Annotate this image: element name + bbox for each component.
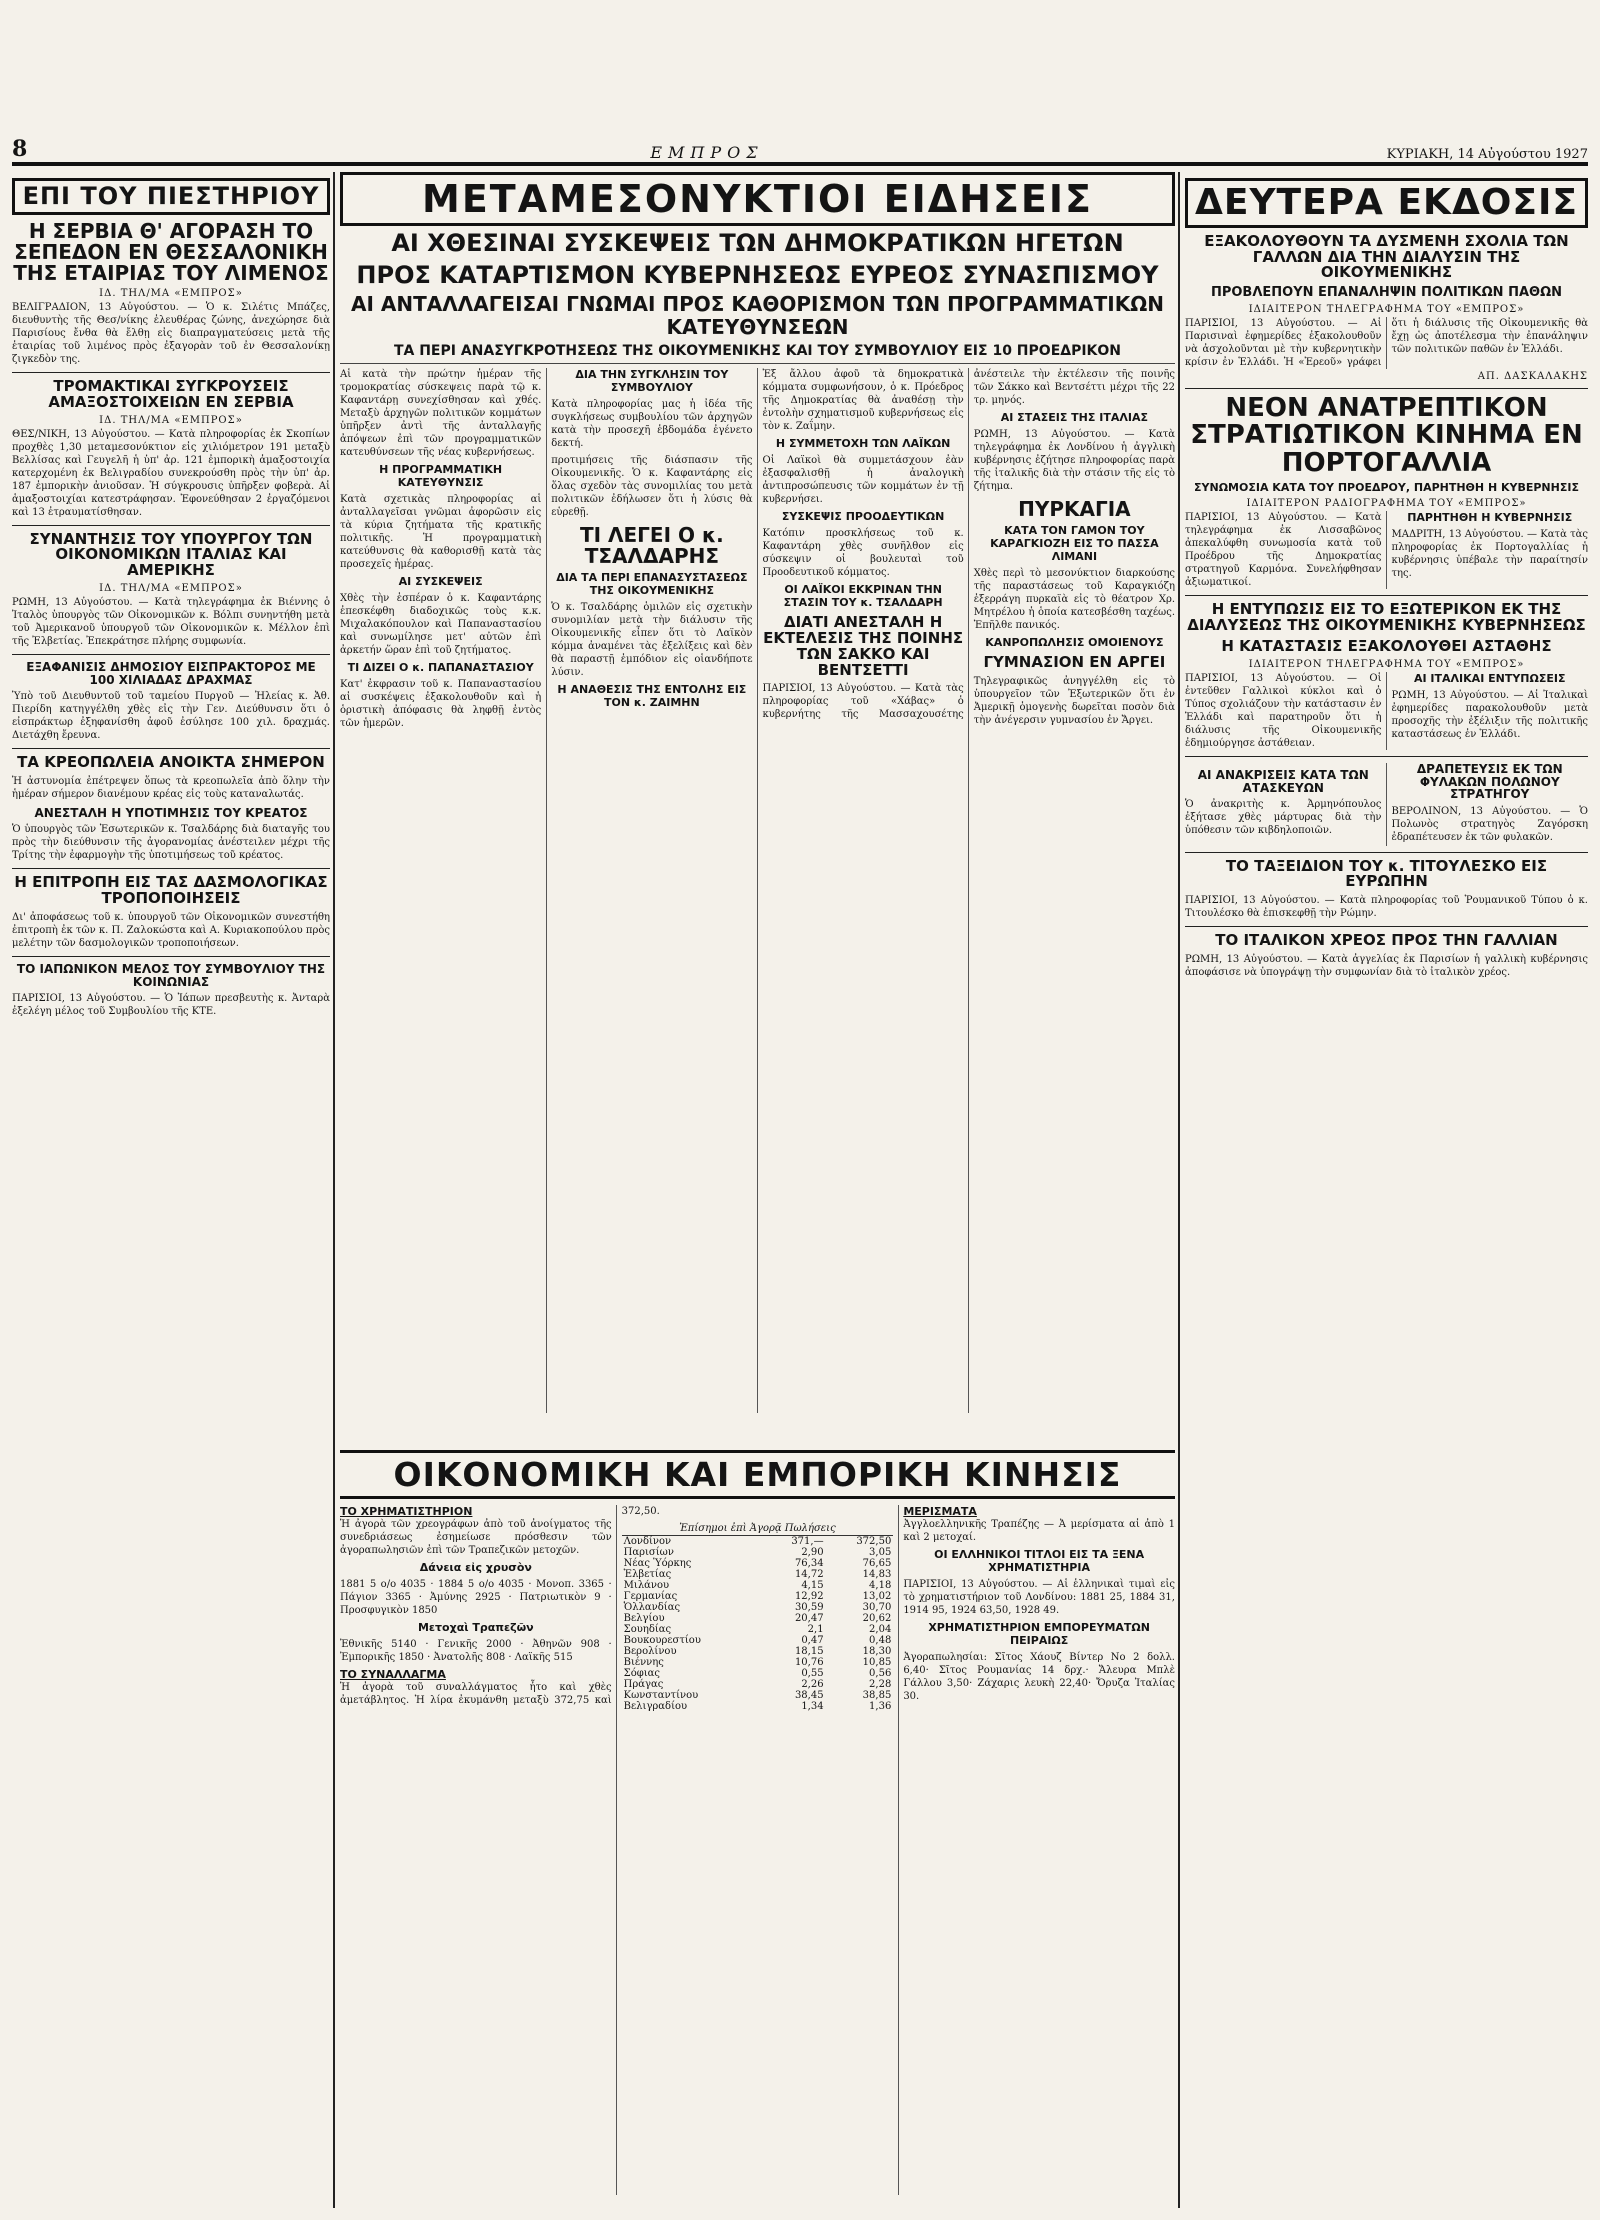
rate-value: 2,90 <box>801 1547 824 1558</box>
article-text: ΡΩΜΗ, 13 Αὐγούστου. — Κατὰ τηλεγράφημα ἐκ Λονδίνου ἡ ἀγγλικὴ κυβέρνησις ἐζήτησε πληροφορίας παρὰ τῆς ἰταλικῆς διὰ τὴν στάσιν τῆς εἰς τὸ ζήτημα. <box>973 429 1175 493</box>
table-row <box>622 1613 894 1624</box>
article-text: Ἐξ ἄλλου ἀφοῦ τὰ δημοκρατικὰ κόμματα συμφωνήσουν, ὁ κ. Πρόεδρος τῆς Δημοκρατίας θὰ ἀναθέσῃ τὴν ἐντολὴν σχηματισμοῦ κυβερνήσεως εἰς τὸν κ. Ζαΐμην. <box>762 369 964 433</box>
article-text: ΡΩΜΗ, 13 Αὐγούστου. — Αἱ Ἰταλικαὶ ἐφημερίδες παρακολουθοῦν μετὰ προσοχῆς τὴν ἐξέλιξιν τῆς πολιτικῆς καταστάσεως ἐν Ἑλλάδι. <box>1391 690 1588 741</box>
table-row <box>622 1690 894 1701</box>
section-banner: ΟΙΚΟΝΟΜΙΚΗ ΚΑΙ ΕΜΠΟΡΙΚΗ ΚΙΝΗΣΙΣ <box>340 1450 1175 1499</box>
article-subheadline: ΔΙΑ ΤΗΝ ΣΥΓΚΛΗΣΙΝ ΤΟΥ ΣΥΜΒΟΥΛΙΟΥ <box>575 368 729 395</box>
table-row <box>622 1624 894 1635</box>
currency-name: Λονδίνον <box>623 1536 672 1547</box>
article-subheadline: Η ΚΑΤΑΣΤΑΣΙΣ ΕΞΑΚΟΛΟΥΘΕΙ ΑΣΤΑΘΗΣ <box>1221 637 1552 656</box>
rate-value: 30,59 <box>794 1602 824 1613</box>
lead-article-body <box>340 368 1175 1413</box>
article-text: Δι' ἀποφάσεως τοῦ κ. ὑπουργοῦ τῶν Οἰκονομικῶν συνεστήθη ἐπιτροπὴ ἐκ τῶν κ. Π. Ζαλοκώστα καὶ Α. Κυριακοπούλου πρὸς μελέτην τῶν δασμολογικῶν τροποποιήσεων. <box>12 911 330 949</box>
article-text: ΒΕΛΙΓΡΑΔΙΟΝ, 13 Αὐγούστου. — Ὁ κ. Σιλέτις Μπάζες, διευθυντὴς τῆς Θεσ/νίκης ἐλευθέρας ζώνης, ἀνεχώρησε διὰ Παρισίους ἔνθα θὰ ἔλθῃ εἰς διαπραγματεύσεις μετὰ τῆς ἑταιρίας τοῦ λιμένος πρὸς ἐξαγορὰν τοῦ ἐν Θεσσαλονίκῃ ζιγκεδὸν της. <box>12 302 330 366</box>
currency-name: Μιλάνου <box>623 1580 670 1591</box>
rate-value: 38,85 <box>862 1690 892 1701</box>
rate-value: 2,1 <box>807 1624 824 1635</box>
article-text: προτιμήσεις τῆς διάσπασιν τῆς Οἰκουμενικῆς. Ὁ κ. Καφαντάρης εἰς ὅλας σχεδὸν τὰς συνομιλίας του μετὰ πολιτικῶν ἐδήλωσεν ὅτι ἡ λύσις θὰ εὑρεθῇ. <box>551 455 753 519</box>
article-text: Ὁ ἀνακριτὴς κ. Ἀρμηνόπουλος ἐξήτασε χθὲς μάρτυρας διὰ τὴν ὑπόθεσιν τῶν κιβδηλοποιῶν. <box>1185 799 1382 837</box>
article-text: Ἐθνικῆς 5140 · Γενικῆς 2000 · Ἀθηνῶν 908 · Ἐμπορικῆς 1850 · Ἀνατολῆς 808 · Λαϊκῆς 515 <box>340 1639 612 1663</box>
article-text: ΘΕΣ/ΝΙΚΗ, 13 Αὐγούστου. — Κατὰ πληροφορίας ἐκ Σκοπίων προχθὲς 1,30 μεταμεσονύκτιον εἰς χιλιόμετρον 191 μεταξὺ Βελλίσας καὶ Γευγελῆ ἡ ὑπ' ἀρ. 121 ἐμπορικὴ ἁμαξοστοιχία κατερχομένη ἐκ Βελιγραδίου συνεκρούσθη πρὸς τὴν ὑπ' ἀρ. 187 ἐμπορικὴν ἀνιοῦσαν. Ἡ σύγκρουσις ὑπῆρξεν φοβερὰ. Αἱ ἁμαξοστοιχίαι κατεστράφησαν. Ἐφονεύθησαν 2 ἐργαζόμενοι καὶ 13 ἐτραυματίσθησαν. <box>12 428 330 518</box>
article-text: Χθὲς τὴν ἑσπέραν ὁ κ. Καφαντάρης ἐπεσκέφθη διαδοχικῶς τοὺς κ.κ. Μιχαλακόπουλον καὶ Παπαναστασίου καὶ συνωμίλησε μετ' αὐτῶν ἐπὶ ἀρκετήν ὥραν ἐπὶ τοῦ ζητήματος. <box>340 593 542 657</box>
table-row <box>622 1701 894 1712</box>
section-title: ΕΠΙ ΤΟΥ ΠΙΕΣΤΗΡΙΟΥ <box>12 178 330 215</box>
article-text: Αἱ κατὰ τὴν πρώτην ἡμέραν τῆς τρομοκρατίας σύσκεψεις παρὰ τῷ κ. Καφαντάρῃ συνεχίσθησαν καὶ χθές. Μεταξὺ ἀρχηγῶν πολιτικῶν κομμάτων ὑπῆρξεν ἀντὶ τῆς ἀνταλλαγῆς ἀπόψεων ἐπὶ τῶν προγραμματικῶν κατευθύνσεων τῆς νέας κυβερνήσεως. <box>340 369 542 459</box>
currency-name: Σόφιας <box>623 1668 661 1679</box>
article-text: ΠΑΡΙΣΙΟΙ, 13 Αὐγούστου. — Κατὰ τὰς πληροφορίας τοῦ «Χάβας» ὁ κυβερνήτης τῆς Μασσαχουσέτης ἀνέστειλε τὴν ἐκτέλεσιν τῆς ποινῆς τῶν Σάκκο καὶ Βεντσέττι μέχρι τῆς 22 τρ. μηνός. <box>762 369 1175 721</box>
article-text: ΠΑΡΙΣΙΟΙ, 13 Αὐγούστου. — Αἱ Παρισιναὶ ἐφημερίδες ἐξακολουθοῦν νὰ ἀσχολοῦνται μὲ τὴν κυβερνητικὴν κρίσιν ἐν Ἑλλάδι. Ἡ «Ἐρεοῦ» γράφει ὅτι ἡ διάλυσις τῆς Οἰκουμενικῆς θὰ ἔχῃ ὡς ἀποτέλεσμα τὴν ἐπανάληψιν τῶν πολιτικῶν παθῶν ἐν Ἑλλάδι. <box>1185 318 1588 369</box>
article-text: 1881 5 ο/ο 4035 · 1884 5 ο/ο 4035 · Μονοπ. 3365 · Πάγιον 3365 · Ἀμύνης 2925 · Πατριωτικὸν 9 · Προσφυγικὸν 1850 <box>340 1579 612 1616</box>
article-text: Ἀγγλοελληνικῆς Τραπέζης — Ἀ μερίσματα αἱ ἀπὸ 1 καὶ 2 μετοχαί. <box>903 1519 1175 1543</box>
divider <box>12 525 330 526</box>
table-row <box>622 1591 894 1602</box>
article-text: ΡΩΜΗ, 13 Αὐγούστου. — Κατὰ τηλεγράφημα ἐκ Βιέννης ὁ Ἰταλὸς ὑπουργὸς τῶν Οἰκονομικῶν κ. Βόλπι συνηντήθη μετὰ τοῦ Ἀμερικανοῦ ὑπουργοῦ τῶν Οἰκονομικῶν κ. Μέλλον ἐπὶ τῆς Ἐλβετίας. Ἐπεκράτησε πλήρης συμφωνία. <box>12 596 330 647</box>
currency-name: Βιέννης <box>623 1657 664 1668</box>
article-subheadline: Η ΑΝΑΘΕΣΙΣ ΤΗΣ ΕΝΤΟΛΗΣ ΕΙΣ ΤΟΝ κ. ΖΑΙΜΗΝ <box>557 683 747 710</box>
article-subheadline: ΑΝΕΣΤΑΛΗ Η ΥΠΟΤΙΜΗΣΙΣ ΤΟΥ ΚΡΕΑΤΟΣ <box>34 805 308 820</box>
currency-name: Νέας Ὑόρκης <box>623 1558 692 1569</box>
currency-name: Πράγας <box>623 1679 664 1690</box>
rate-value: 12,92 <box>794 1591 824 1602</box>
article-subheadline: ΤΙ ΔΙΖΕΙ Ο κ. ΠΑΠΑΝΑΣΤΑΣΙΟΥ <box>347 661 534 675</box>
article-headline: ΕΞΑΚΟΛΟΥΘΟΥΝ ΤΑ ΔΥΣΜΕΝΗ ΣΧΟΛΙΑ ΤΩΝ ΓΑΛΛΩΝ ΔΙΑ ΤΗΝ ΔΙΑΛΥΣΙΝ ΤΗΣ ΟΙΚΟΥΜΕΝΙΚΗΣ <box>1204 231 1569 282</box>
table-row <box>622 1547 894 1558</box>
article-subheadline: ΑΙ ΙΤΑΛΙΚΑΙ ΕΝΤΥΠΩΣΕΙΣ <box>1414 672 1566 686</box>
article-subheadline: ΧΡΗΜΑΤΙΣΤΗΡΙΟΝ ΕΜΠΟΡΕΥΜΑΤΩΝ ΠΕΙΡΑΙΩΣ <box>928 1621 1150 1647</box>
article-subheadline: ΑΙ ΣΤΑΣΕΙΣ ΤΗΣ ΙΤΑΛΙΑΣ <box>1000 411 1148 425</box>
rate-value: 18,15 <box>794 1646 824 1657</box>
right-column <box>1185 172 1588 2208</box>
article-headline: Η ΕΠΙΤΡΟΠΗ ΕΙΣ ΤΑΣ ΔΑΣΜΟΛΟΓΙΚΑΣ ΤΡΟΠΟΠΟΙΗΣΕΙΣ <box>14 873 328 908</box>
divider <box>1185 756 1588 757</box>
article-subheadline: ΣΥΝΩΜΟΣΙΑ ΚΑΤΑ ΤΟΥ ΠΡΟΕΔΡΟΥ, ΠΑΡΗΤΗΘΗ Η ΚΥΒΕΡΝΗΣΙΣ <box>1194 480 1579 494</box>
byline: ΙΔΙΑΙΤΕΡΟΝ ΤΗΛΕΓΡΑΦΗΜΑ ΤΟΥ «ΕΜΠΡΟΣ» <box>1248 659 1525 671</box>
divider <box>12 372 330 373</box>
rate-value: 0,47 <box>801 1635 824 1646</box>
currency-name: Ὁλλανδίας <box>623 1602 681 1613</box>
divider <box>1185 852 1588 853</box>
currency-name: Κωνσταντίνου <box>623 1690 699 1701</box>
article-headline: ΣΥΝΑΝΤΗΣΙΣ ΤΟΥ ΥΠΟΥΡΓΟΥ ΤΩΝ ΟΙΚΟΝΟΜΙΚΩΝ ΙΤΑΛΙΑΣ ΚΑΙ ΑΜΕΡΙΚΗΣ <box>29 529 313 580</box>
article-text: ΠΑΡΙΣΙΟΙ, 13 Αὐγούστου. — Κατὰ πληροφορίας τοῦ Ῥουμανικοῦ Τύπου ὁ κ. Τιτουλέσκο θὰ ἐπισκεφθῇ τὴν Ρώμην. <box>1185 895 1588 920</box>
article-text: ΒΕΡΟΛΙΝΟΝ, 13 Αὐγούστου. — Ὁ Πολωνὸς στρατηγὸς Ζαγόρσκη ἐδραπέτευσεν ἐκ τῶν φυλακῶν. <box>1391 805 1588 843</box>
article-headline: ΑΙ ΑΝΑΚΡΙΣΕΙΣ ΚΑΤΑ ΤΩΝ ΑΤΑΣΚΕΥΩΝ <box>1197 768 1369 795</box>
article-headline: ΤΟ ΙΑΠΩΝΙΚΟΝ ΜΕΛΟΣ ΤΟΥ ΣΥΜΒΟΥΛΙΟΥ ΤΗΣ ΚΟΙΝΩΝΙΑΣ <box>16 961 326 989</box>
article-body <box>1185 763 1588 845</box>
lead-headline: ΑΙ ΧΘΕΣΙΝΑΙ ΣΥΣΚΕΨΕΙΣ ΤΩΝ ΔΗΜΟΚΡΑΤΙΚΩΝ ΗΓΕΤΩΝ <box>391 229 1124 257</box>
lead-subheadline: ΑΙ ΑΝΤΑΛΛΑΓΕΙΣΑΙ ΓΝΩΜΑΙ ΠΡΟΣ ΚΑΘΟΡΙΣΜΟΝ ΤΩΝ ΠΡΟΓΡΑΜΜΑΤΙΚΩΝ ΚΑΤΕΥΘΥΝΣΕΩΝ <box>351 292 1164 340</box>
divider <box>340 363 1175 364</box>
article-text: Ὁ κ. Τσαλδάρης ὁμιλῶν εἰς σχετικὴν συνομιλίαν μετὰ τὴν διάλυσιν τῆς Οἰκουμενικῆς εἶπεν ὅτι τὸ Λαϊκὸν κόμμα ἀναμένει τὰς ἐξελίξεις καὶ δὲν θὰ παραστῇ ἐμπόδιον εἰς οἱανδήποτε λύσιν. <box>551 602 753 679</box>
rate-value: 18,30 <box>862 1646 892 1657</box>
article-text: Χθὲς περὶ τὸ μεσονύκτιον διαρκούσης τῆς παραστάσεως τοῦ Καραγκιόζη ἐξερράγη πυρκαϊὰ εἰς τὸ θέατρον Χρ. Μητρέλου ἡ ὁποία κατεσβέσθη ταχέως. Ἐπῆλθε πανικός. <box>973 568 1175 632</box>
currency-name: Γερμανίας <box>623 1591 678 1602</box>
article-subheadline: ΜΕΡΙΣΜΑΤΑ <box>903 1505 977 1518</box>
table-row <box>622 1558 894 1569</box>
masthead <box>12 136 1588 166</box>
rate-value: 3,05 <box>869 1547 892 1558</box>
rate-value: 20,47 <box>794 1613 824 1624</box>
currency-name: Βελγίου <box>623 1613 665 1624</box>
article-headline: ΠΥΡΚΑΓΙΑ <box>1018 497 1131 522</box>
issue-date: ΚΥΡΙΑΚΗ, 14 Αὐγούστου 1927 <box>1386 147 1588 162</box>
rate-value: 2,04 <box>869 1624 892 1635</box>
article-headline: Η ΣΕΡΒΙΑ Θ' ΑΓΟΡΑΣΗ ΤΟ ΣΕΠΕΔΟΝ ΕΝ ΘΕΣΣΑΛΟΝΙΚΗ ΤΗΣ ΕΤΑΙΡΙΑΣ ΤΟΥ ΛΙΜΕΝΟΣ <box>13 219 329 286</box>
table-header: Ἐπίσημοι ἐπὶ Ἀγορᾷ Πωλήσεις <box>622 1522 894 1536</box>
rate-value: 14,83 <box>862 1569 892 1580</box>
article-headline: ΤΡΟΜΑΚΤΙΚΑΙ ΣΥΓΚΡΟΥΣΕΙΣ ΑΜΑΞΟΣΤΟΙΧΕΙΩΝ ΕΝ ΣΕΡΒΙΑ <box>48 377 294 411</box>
article-text: ΠΑΡΙΣΙΟΙ, 13 Αὐγούστου. — Ὁ Ἰάπων πρεσβευτὴς κ. Ἀνταρὰ ἐξελέγη μέλος τοῦ Συμβουλίου τῆς ΚΤΕ. <box>12 993 330 1018</box>
article-subheadline: ΠΑΡΗΤΗΘΗ Η ΚΥΒΕΡΝΗΣΙΣ <box>1407 510 1573 524</box>
article-subheadline: ΚΑΤΑ ΤΟΝ ΓΑΜΟΝ ΤΟΥ ΚΑΡΑΓΚΙΟΖΗ ΕΙΣ ΤΟ ΠΑΣΣΑ ΛΙΜΑΝΙ <box>990 524 1159 564</box>
page-number: 8 <box>12 136 28 162</box>
article-text: ΠΑΡΙΣΙΟΙ, 13 Αὐγούστου. — Αἱ ἑλληνικαὶ τιμαὶ εἰς τὸ χρηματιστήριον τοῦ Λονδίνου: 1881 25, 1884 31, 1914 95, 1924 63,50, 1928 49. <box>903 1579 1175 1616</box>
article-subheadline: ΠΡΟΒΛΕΠΟΥΝ ΕΠΑΝΑΛΗΨΙΝ ΠΟΛΙΤΙΚΩΝ ΠΑΘΩΝ <box>1210 285 1563 301</box>
currency-name: Παρισίων <box>623 1547 674 1558</box>
table-row <box>622 1635 894 1646</box>
article-subheadline: Η ΣΥΜΜΕΤΟΧΗ ΤΩΝ ΛΑΪΚΩΝ <box>775 437 951 451</box>
rate-value: 371,— <box>791 1536 824 1547</box>
byline: ΙΔΙΑΙΤΕΡΟΝ ΡΑΔΙΟΓΡΑΦΗΜΑ ΤΟΥ «ΕΜΠΡΟΣ» <box>1246 497 1527 509</box>
economy-body <box>340 1505 1175 2195</box>
rate-value: 2,26 <box>801 1679 824 1690</box>
article-subheadline: Η ΠΡΟΓΡΑΜΜΑΤΙΚΗ ΚΑΤΕΥΘΥΝΣΙΣ <box>379 463 503 490</box>
article-text: Κατ' ἐκφρασιν τοῦ κ. Παπαναστασίου αἱ συσκέψεις ἐξακολουθοῦν καὶ ἡ ὁριστικὴ ἀπόφασις θὰ ληφθῇ ἐντὸς τῶν ἡμερῶν. <box>340 679 542 730</box>
table-row <box>622 1679 894 1690</box>
table-row <box>622 1657 894 1668</box>
center-column <box>340 172 1175 1442</box>
rate-value: 2,28 <box>869 1679 892 1690</box>
article-body <box>1185 511 1588 589</box>
rate-value: 20,62 <box>862 1613 892 1624</box>
rate-value: 1,34 <box>801 1701 824 1712</box>
table-row <box>622 1580 894 1591</box>
currency-name: Ἑλβετίας <box>623 1569 672 1580</box>
article-headline: ΓΥΜΝΑΣΙΟΝ ΕΝ ΑΡΓΕΙ <box>983 653 1166 672</box>
article-text: Κατὰ σχετικὰς πληροφορίας αἱ ἀνταλλαγεῖσαι γνῶμαι ἀφορῶσιν εἰς τὰ κύρια ζητήματα τῆς κρατικῆς πολιτικῆς. Ἡ προγραμματικὴ κατεύθυνσις θὰ καθορισθῇ κατὰ τὰς προσεχεῖς ἡμέρας. <box>340 494 542 571</box>
rate-value: 76,34 <box>794 1558 824 1569</box>
article-headline: ΕΞΑΦΑΝΙΣΙΣ ΔΗΜΟΣΙΟΥ ΕΙΣΠΡΑΚΤΟΡΟΣ ΜΕ 100 ΧΙΛΙΑΔΑΣ ΔΡΑΧΜΑΣ <box>26 659 316 687</box>
rate-value: 0,48 <box>869 1635 892 1646</box>
currency-name: Σουηδίας <box>623 1624 672 1635</box>
article-text: Κατόπιν προσκλήσεως τοῦ κ. Καφαντάρη χθὲς συνῆλθον εἰς σύσκεψιν οἱ βουλευταὶ τοῦ Προοδευτικοῦ κόμματος. <box>762 528 964 579</box>
rate-value: 13,02 <box>862 1591 892 1602</box>
rate-value: 76,65 <box>862 1558 892 1569</box>
byline: ΙΔ. ΤΗΛ/ΜΑ «ΕΜΠΡΟΣ» <box>99 582 243 594</box>
rate-value: 4,18 <box>869 1580 892 1591</box>
article-subheadline: ΟΙ ΛΑΪΚΟΙ ΕΚΚΡΙΝΑΝ ΤΗΝ ΣΤΑΣΙΝ ΤΟΥ κ. ΤΣΑΛΔΑΡΗ <box>783 583 943 610</box>
article-subheadline: Μετοχαὶ Τραπεζῶν <box>417 1621 534 1634</box>
article-subheadline: ΣΥΣΚΕΨΙΣ ΠΡΟΟΔΕΥΤΙΚΩΝ <box>781 510 945 524</box>
rate-value: 38,45 <box>794 1690 824 1701</box>
article-text: ΠΑΡΙΣΙΟΙ, 13 Αὐγούστου. — Οἱ ἐντεῦθεν Γαλλικοὶ κύκλοι καὶ ὁ Τύπος σχολιάζουν τὴν κατάστασιν ἐν Ἑλλάδι καὶ παρατηροῦν ὅτι ἡ διάλυσις τῆς Οἰκουμενικῆς ἐδημιούργησε ἀστάθειαν. <box>1185 673 1382 750</box>
rate-value: 372,50 <box>856 1536 892 1547</box>
article-text: ΡΩΜΗ, 13 Αὐγούστου. — Κατὰ ἀγγελίας ἐκ Παρισίων ἡ γαλλικὴ κυβέρνησις ἀποφάσισε νὰ ὑπογράψῃ τὴν συμφωνίαν διὰ τὸ ἰταλικὸν χρέος. <box>1185 953 1588 978</box>
article-text: Οἱ Λαϊκοὶ θὰ συμμετάσχουν ἐὰν ἐξασφαλισθῇ ἡ ἀναλογικὴ ἀντιπροσώπευσις τῶν κομμάτων ἐν τῇ κυβερνήσει. <box>762 455 964 506</box>
article-headline: Η ΕΝΤΥΠΩΣΙΣ ΕΙΣ ΤΟ ΕΞΩΤΕΡΙΚΟΝ ΕΚ ΤΗΣ ΔΙΑΛΥΣΕΩΣ ΤΗΣ ΟΙΚΟΥΜΕΝΙΚΗΣ ΚΥΒΕΡΝΗΣΕΩΣ <box>1187 599 1586 634</box>
lead-headline-2: ΠΡΟΣ ΚΑΤΑΡΤΙΣΜΟΝ ΚΥΒΕΡΝΗΣΕΩΣ ΕΥΡΕΟΣ ΣΥΝΑΣΠΙΣΜΟΥ <box>356 260 1159 289</box>
column-divider <box>1178 172 1180 2208</box>
divider <box>1185 388 1588 389</box>
article-headline: ΝΕΟΝ ΑΝΑΤΡΕΠΤΙΚΟΝ ΣΤΡΑΤΙΩΤΙΚΟΝ ΚΙΝΗΜΑ ΕΝ ΠΟΡΤΟΓΑΛΛΙΑ <box>1190 393 1583 478</box>
table-row <box>622 1569 894 1580</box>
rate-value: 0,55 <box>801 1668 824 1679</box>
rate-value: 10,76 <box>794 1657 824 1668</box>
article-headline: ΔΡΑΠΕΤΕΥΣΙΣ ΕΚ ΤΩΝ ΦΥΛΑΚΩΝ ΠΟΛΩΝΟΥ ΣΤΡΑΤΗΓΟΥ <box>1416 762 1563 802</box>
divider <box>12 654 330 655</box>
byline: ΙΔ. ΤΗΛ/ΜΑ «ΕΜΠΡΟΣ» <box>99 288 243 300</box>
column-divider <box>333 172 335 2208</box>
section-banner: ΜΕΤΑΜΕΣΟΝΥΚΤΙΟΙ ΕΙΔΗΣΕΙΣ <box>340 172 1175 226</box>
rate-value: 30,70 <box>862 1602 892 1613</box>
rate-value: 10,85 <box>862 1657 892 1668</box>
article-headline: ΤΑ ΚΡΕΟΠΩΛΕΙΑ ΑΝΟΙΚΤΑ ΣΗΜΕΡΟΝ <box>17 753 325 772</box>
table-row <box>622 1536 894 1548</box>
divider <box>12 748 330 749</box>
byline: ΙΔΙΑΙΤΕΡΟΝ ΤΗΛΕΓΡΑΦΗΜΑ ΤΟΥ «ΕΜΠΡΟΣ» <box>1248 304 1525 316</box>
article-headline: ΤΟ ΙΤΑΛΙΚΟΝ ΧΡΕΟΣ ΠΡΟΣ ΤΗΝ ΓΑΛΛΙΑΝ <box>1215 931 1558 950</box>
rate-value: 4,15 <box>801 1580 824 1591</box>
article-subheadline: ΟΙ ΕΛΛΗΝΙΚΟΙ ΤΙΤΛΟΙ ΕΙΣ ΤΑ ΞΕΝΑ ΧΡΗΜΑΤΙΣΤΗΡΙΑ <box>934 1548 1145 1574</box>
currency-name: Βουκουρεστίου <box>623 1635 701 1646</box>
article-text: Ἀγοραπωλησίαι: Σῖτος Χάουζ Βίντερ Νο 2 δολλ. 6,40· Σῖτος Ρουμανίας 14 δρχ.· Ἄλευρα Μπλὲ Γάλλου 3,50· Ζάχαρις λευκὴ 22,40· Ὄρυζα Ἰταλίας 30. <box>903 1652 1175 1702</box>
article-subheadline: ΤΟ ΧΡΗΜΑΤΙΣΤΗΡΙΟΝ <box>340 1505 473 1518</box>
byline: ΙΔ. ΤΗΛ/ΜΑ «ΕΜΠΡΟΣ» <box>99 414 243 426</box>
table-row <box>622 1646 894 1657</box>
article-subheadline: Δάνεια εἰς χρυσὸν <box>419 1561 532 1574</box>
article-headline: ΔΙΑΤΙ ΑΝΕΣΤΑΛΗ Η ΕΚΤΕΛΕΣΙΣ ΤΗΣ ΠΟΙΝΗΣ ΤΩΝ ΣΑΚΚΟ ΚΑΙ ΒΕΝΤΣΕΤΤΙ <box>763 613 964 679</box>
economy-section <box>340 1450 1175 2208</box>
currency-name: Βερολίνου <box>623 1646 677 1657</box>
divider <box>1185 595 1588 596</box>
exchange-rate-table <box>622 1522 894 1712</box>
divider <box>1185 926 1588 927</box>
article-text: ΜΑΔΡΙΤΗ, 13 Αὐγούστου. — Κατὰ τὰς πληροφορίας ἐκ Πορτογαλλίας ἡ κυβέρνησις ὑπέβαλε τὴν παραίτησίν της. <box>1391 528 1588 579</box>
article-text: Ἡ ἀγορὰ τοῦ συναλλάγματος ἦτο καὶ χθὲς ἀμετάβλητος. Ἡ λίρα ἐκυμάνθη μεταξὺ 372,75 καὶ 372,50. <box>340 1506 660 1706</box>
divider <box>12 956 330 957</box>
rate-value: 1,36 <box>869 1701 892 1712</box>
article-text: Ἡ ἀστυνομία ἐπέτρεψεν ὅπως τὰ κρεοπωλεῖα ἀπὸ ὅλην τὴν ἡμέραν σήμερον διανέμουν κρέας εἰς τοὺς καταναλωτάς. <box>12 775 330 800</box>
left-column <box>12 172 330 2208</box>
article-headline: ΤΙ ΛΕΓΕΙ Ο κ. ΤΣΑΛΔΑΡΗΣ <box>579 523 724 569</box>
article-text: Τηλεγραφικῶς ἀνηγγέλθη εἰς τὸ ὑπουργεῖον τῶν Ἐξωτερικῶν ὅτι ἐν Ἀμερικῇ ὁμογενὴς δωρεῖται ποσὸν διὰ τὴν ἀνέγερσιν γυμνασίου ἐν Ἄργει. <box>973 676 1175 727</box>
article-subheadline: ΤΟ ΣΥΝΑΛΛΑΓΜΑ <box>340 1668 446 1681</box>
rate-value: 14,72 <box>794 1569 824 1580</box>
article-headline: ΤΟ ΤΑΞΕΙΔΙΟΝ ΤΟΥ κ. ΤΙΤΟΥΛΕΣΚΟ ΕΙΣ ΕΥΡΩΠΗΝ <box>1225 856 1548 891</box>
article-subheadline: ΔΙΑ ΤΑ ΠΕΡΙ ΕΠΑΝΑΣΥΣΤΑΣΕΩΣ ΤΗΣ ΟΙΚΟΥΜΕΝΙΚΗΣ <box>556 571 748 598</box>
table-row <box>622 1602 894 1613</box>
rate-value: 0,56 <box>869 1668 892 1679</box>
signature: ΑΠ. ΔΑΣΚΑΛΑΚΗΣ <box>1477 371 1588 383</box>
article-text: Κατὰ πληροφορίας μας ἡ ἰδέα τῆς συγκλήσεως συμβουλίου τῶν ἀρχηγῶν κατὰ τὴν προσεχῆ ἑβδομάδα ἐγένετο δεκτή. <box>551 399 753 450</box>
article-text: Ὑπὸ τοῦ Διευθυντοῦ τοῦ ταμείου Πυργοῦ — Ἠλείας κ. Ἀθ. Πιερίδη κατηγγέλθη χθὲς εἰς τὴν Γεν. Διεύθυνσιν ὅτι ὁ εἰσπράκτωρ ἐξηφανίσθη ἀφοῦ ἐσύλησε 100 χιλ. δραχμάς. Διετάχθη ἔρευνα. <box>12 691 330 742</box>
currency-name: Βελιγραδίου <box>623 1701 688 1712</box>
table-row <box>622 1668 894 1679</box>
divider <box>12 868 330 869</box>
article-subheadline: ΚΑΝΡΟΠΩΛΗΣΙΣ ΟΜΟΙΕΝΟΥΣ <box>985 636 1164 650</box>
article-text: ΠΑΡΙΣΙΟΙ, 13 Αὐγούστου. — Κατὰ τηλεγράφημα ἐκ Λισσαβῶνος ἀπεκαλύφθη συνωμοσία κατὰ τοῦ Προέδρου τῆς Δημοκρατίας στρατηγοῦ Καρμόνα. Συνελήφθησαν ἀξιωματικοί. <box>1185 511 1382 588</box>
article-body <box>1185 317 1588 369</box>
article-body <box>1185 672 1588 750</box>
article-text: Ἡ ἀγορὰ τῶν χρεογράφων ἀπὸ τοῦ ἀνοίγματος τῆς συνεδριάσεως ἐσημείωσε πρόσθεσιν τῶν ἀγοραπωλησιῶν ἐπὶ τῶν Τραπεζικῶν μετοχῶν. <box>340 1519 612 1556</box>
newspaper-name: ΕΜΠΡΟΣ <box>650 143 764 162</box>
lead-dek: ΤΑ ΠΕΡΙ ΑΝΑΣΥΓΚΡΟΤΗΣΕΩΣ ΤΗΣ ΟΙΚΟΥΜΕΝΙΚΗΣ ΚΑΙ ΤΟΥ ΣΥΜΒΟΥΛΙΟΥ ΕΙΣ 10 ΠΡΟΕΔΡΙΚΟΝ <box>393 343 1122 360</box>
article-subheadline: ΑΙ ΣΥΣΚΕΨΕΙΣ <box>398 575 483 589</box>
edition-banner: ΔΕΥΤΕΡΑ ΕΚΔΟΣΙΣ <box>1185 178 1588 228</box>
article-text: Ὁ ὑπουργὸς τῶν Ἐσωτερικῶν κ. Τσαλδάρης διὰ διαταγῆς του πρὸς τὴν διεύθυνσιν τῆς ἀγορανομίας ἀνέστειλεν μέχρι τῆς Τρίτης τὴν ἐφαρμογὴν τῆς ὑποτιμήσεως τοῦ κρέατος. <box>12 824 330 862</box>
